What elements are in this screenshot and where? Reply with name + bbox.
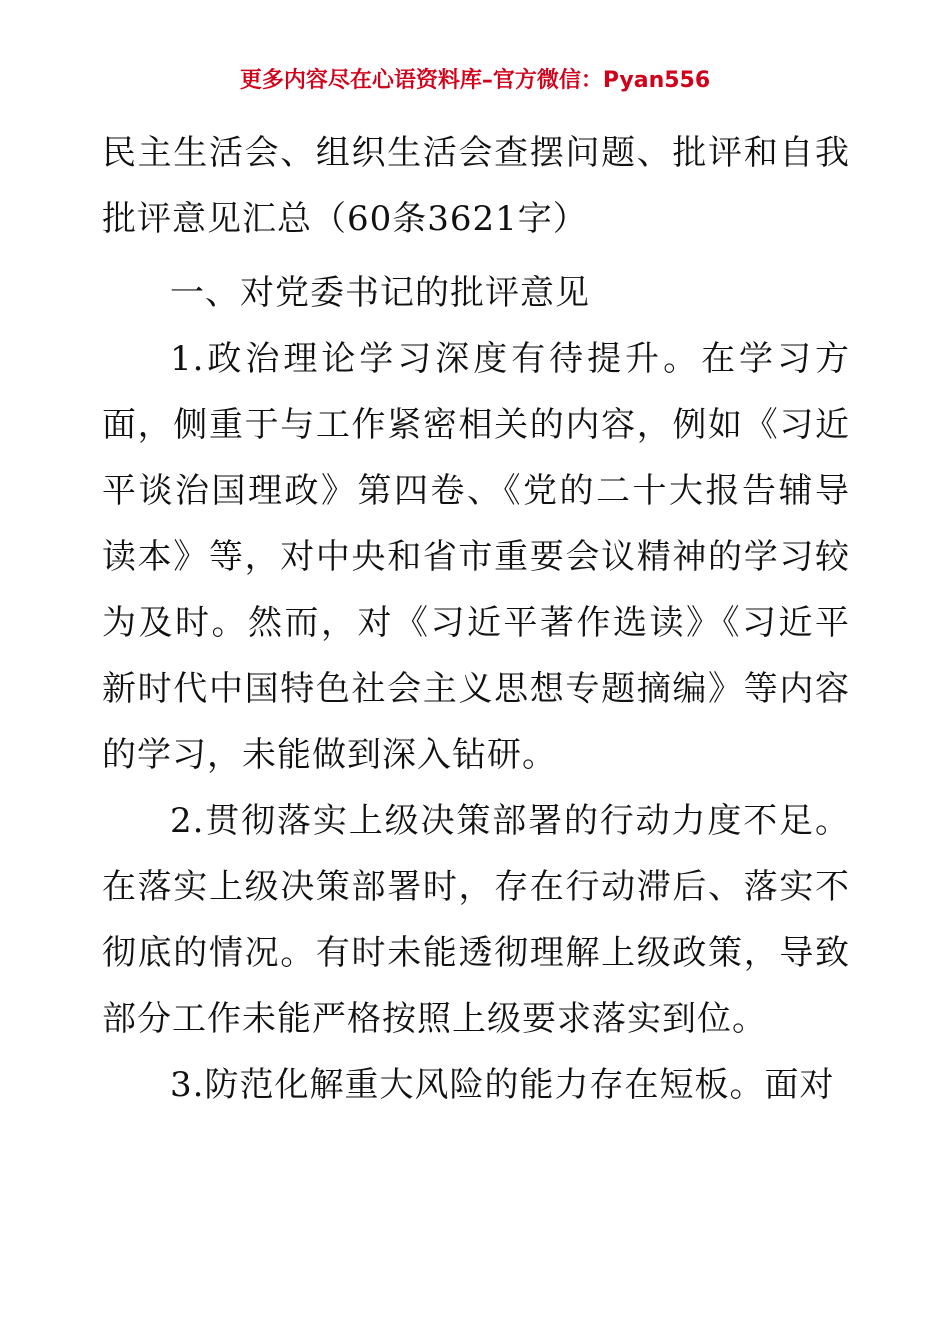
section-heading: 一、对党委书记的批评意见 — [170, 273, 590, 313]
document-body — [102, 120, 850, 1118]
paragraph: 3.防范化解重大风险的能力存在短板。面对 — [170, 1065, 835, 1105]
paragraph: 1.政治理论学习深度有待提升。在学习方面，侧重于与工作紧密相关的内容，例如《习近平谈治国理政》第四卷、《党的二十大报告辅导读本》等，对中央和省市重要会议精神的学习较为及时。然而，对《习近平著作选读》《习近平新时代中国特色社会主义思想专题摘编》等内容的学习，未能做到深入钻研。 — [102, 339, 850, 775]
paragraph: 2.贯彻落实上级决策部署的行动力度不足。在落实上级决策部署时，存在行动滞后、落实不彻底的情况。有时未能透彻理解上级政策，导致部分工作未能严格按照上级要求落实到位。 — [102, 801, 850, 1039]
watermark-header: 更多内容尽在心语资料库–官方微信：Pyan556 — [239, 68, 711, 93]
document-title: 民主生活会、组织生活会查摆问题、批评和自我批评意见汇总（60条3621字） — [102, 133, 850, 239]
